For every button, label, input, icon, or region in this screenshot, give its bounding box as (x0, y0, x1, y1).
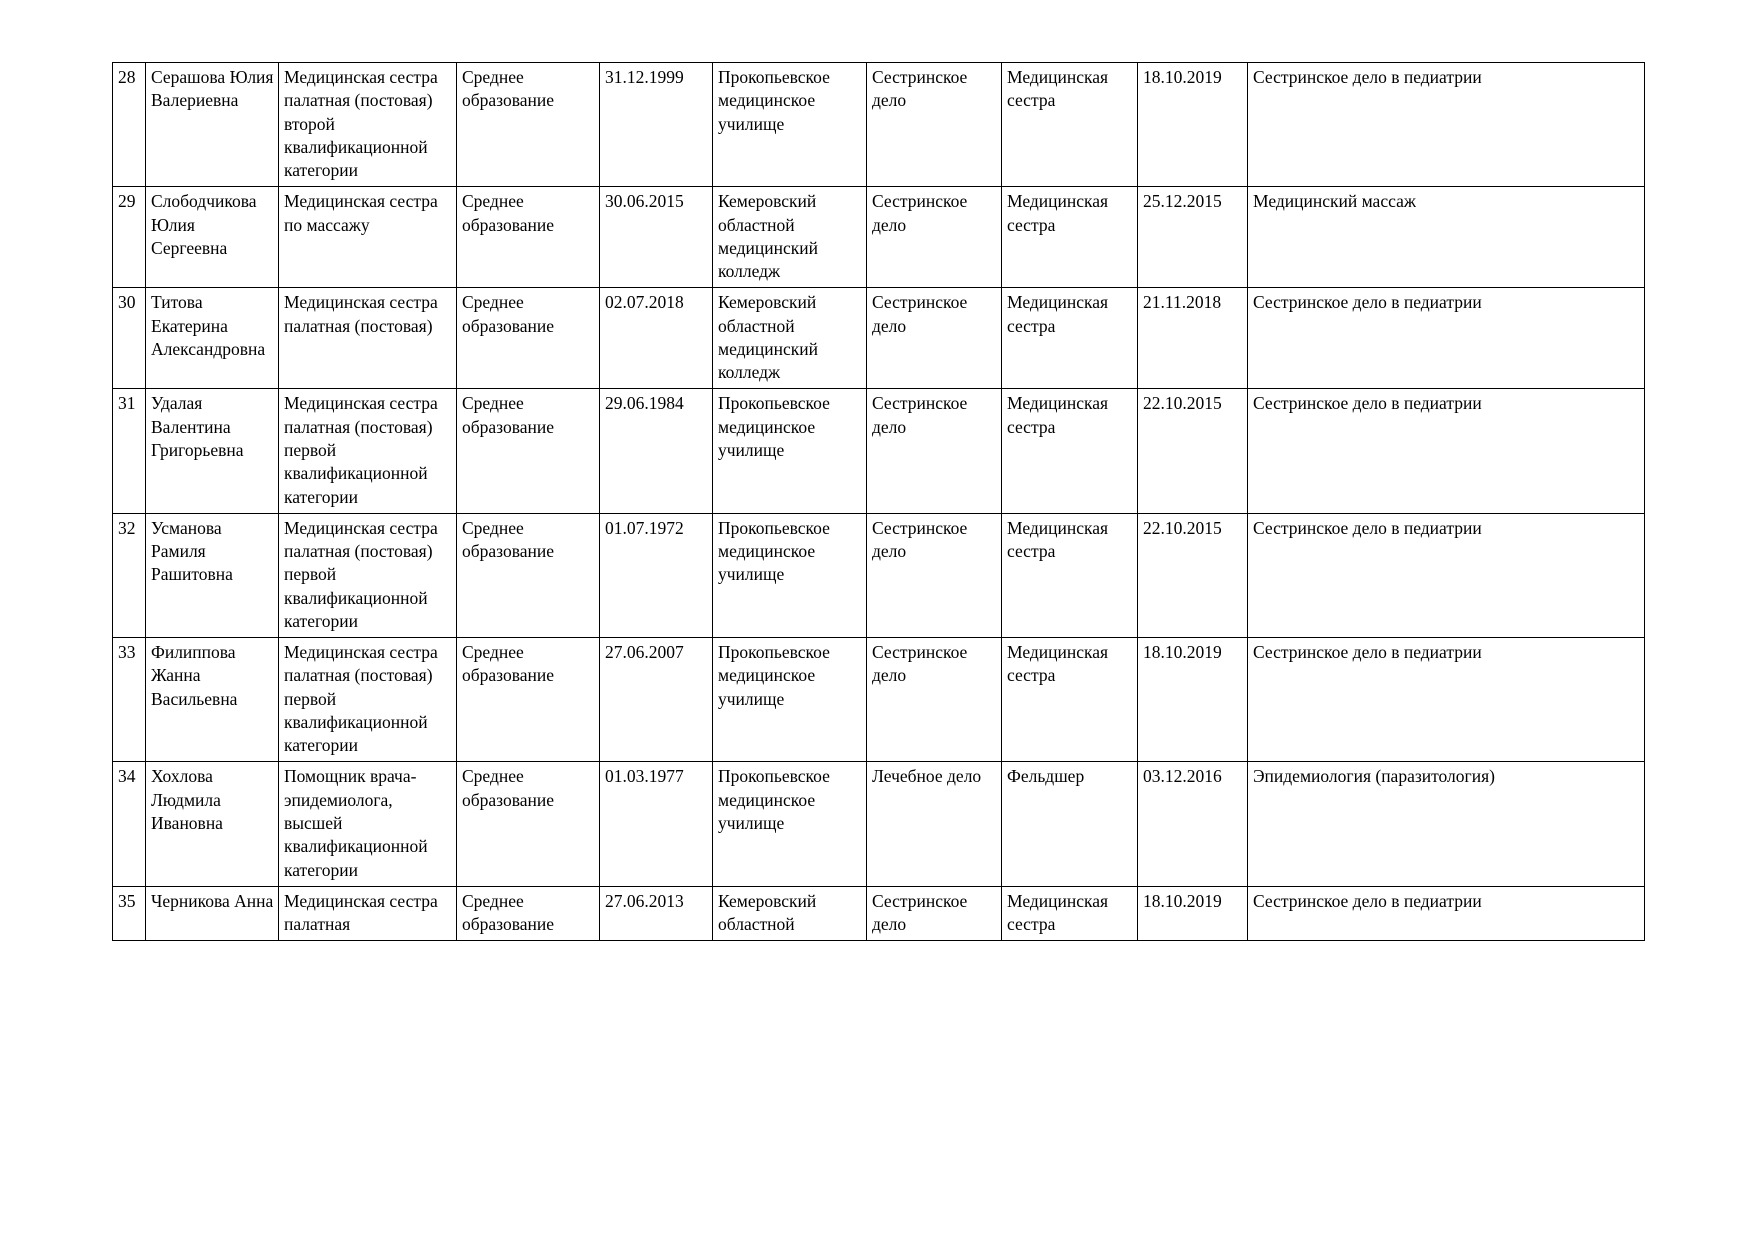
cell-value: Медицинская сестра по массажу (284, 191, 438, 235)
cell-education-date (600, 288, 713, 389)
cell-education-date (600, 513, 713, 637)
cell-value: 18.10.2019 (1143, 890, 1222, 911)
cell-number (113, 187, 146, 288)
cell-value: Сестринское дело (872, 642, 968, 686)
cell-value: 22.10.2015 (1143, 517, 1222, 538)
cell-qualification (1002, 389, 1138, 513)
table-row (113, 762, 1645, 886)
cell-value: Лечебное дело (872, 766, 982, 787)
cell-course-name (1248, 63, 1645, 187)
cell-certificate-date (1138, 638, 1248, 762)
cell-value: Прокопьевское медицинское училище (718, 766, 830, 833)
cell-position (279, 63, 457, 187)
cell-value: Прокопьевское медицинское училище (718, 517, 830, 585)
cell-institution (713, 389, 867, 513)
table-row (113, 513, 1645, 637)
table-row (113, 63, 1645, 187)
cell-specialty (867, 63, 1002, 187)
cell-value: Усманова Рамиля Рашитовна (151, 517, 233, 585)
cell-position (279, 886, 457, 941)
cell-value: Среднее образование (462, 191, 555, 235)
cell-value: 01.03.1977 (605, 766, 684, 787)
cell-value: 31.12.1999 (605, 67, 684, 87)
cell-value: 22.10.2015 (1143, 393, 1222, 414)
cell-course-name (1248, 638, 1645, 762)
cell-institution (713, 63, 867, 187)
cell-specialty (867, 513, 1002, 637)
cell-specialty (867, 638, 1002, 762)
cell-institution (713, 762, 867, 886)
cell-education-level (457, 63, 600, 187)
cell-institution (713, 288, 867, 389)
cell-value: 27.06.2013 (605, 890, 684, 911)
cell-full-name (146, 762, 279, 886)
cell-education-date (600, 638, 713, 762)
cell-value: Помощник врача-эпидемиолога, высшей квалификационной категории (284, 766, 428, 880)
cell-number (113, 638, 146, 762)
cell-value: 27.06.2007 (605, 642, 684, 663)
table-row (113, 638, 1645, 762)
cell-certificate-date (1138, 762, 1248, 886)
cell-value: Медицинская сестра (1007, 517, 1109, 562)
cell-position (279, 288, 457, 389)
cell-value: Медицинская сестра (1007, 292, 1109, 336)
cell-full-name (146, 63, 279, 187)
cell-number (113, 513, 146, 637)
cell-value: Сестринское дело (872, 393, 968, 437)
cell-institution (713, 187, 867, 288)
cell-specialty (867, 762, 1002, 886)
cell-certificate-date (1138, 886, 1248, 941)
cell-institution (713, 638, 867, 762)
cell-number (113, 886, 146, 941)
cell-full-name (146, 638, 279, 762)
cell-value: Среднее образование (462, 393, 555, 437)
cell-position (279, 638, 457, 762)
cell-value: 25.12.2015 (1143, 191, 1222, 212)
cell-education-level (457, 638, 600, 762)
cell-certificate-date (1138, 513, 1248, 637)
cell-qualification (1002, 638, 1138, 762)
cell-qualification (1002, 886, 1138, 941)
cell-education-level (457, 513, 600, 637)
cell-value: Сестринское дело (872, 67, 968, 111)
cell-position (279, 187, 457, 288)
cell-value: Среднее образование (462, 642, 555, 686)
cell-education-date (600, 389, 713, 513)
cell-value: Титова Екатерина Александровна (151, 292, 266, 359)
cell-full-name (146, 886, 279, 941)
cell-value: 02.07.2018 (605, 292, 684, 313)
cell-value: Медицинская сестра (1007, 191, 1109, 235)
cell-education-level (457, 886, 600, 941)
cell-qualification (1002, 187, 1138, 288)
cell-course-name (1248, 762, 1645, 886)
cell-number (113, 63, 146, 187)
cell-value: 03.12.2016 (1143, 766, 1222, 787)
cell-value: Медицинский массаж (1253, 191, 1416, 212)
staff-table-body (113, 63, 1645, 941)
cell-value: Медицинская сестра палатная (постовая) первой квалификационной категории (284, 517, 438, 631)
cell-institution (713, 513, 867, 637)
cell-qualification (1002, 288, 1138, 389)
cell-value: 30.06.2015 (605, 191, 684, 212)
cell-value: Среднее образование (462, 67, 555, 111)
cell-value: Сестринское дело (872, 191, 968, 235)
cell-education-level (457, 762, 600, 886)
cell-certificate-date (1138, 187, 1248, 288)
cell-value: Сестринское дело в педиатрии (1253, 67, 1482, 87)
cell-certificate-date (1138, 288, 1248, 389)
cell-value: Слободчикова Юлия Сергеевна (151, 191, 257, 258)
cell-position (279, 389, 457, 513)
cell-value: Сестринское дело в педиатрии (1253, 890, 1482, 911)
staff-table (112, 62, 1645, 941)
cell-number (113, 762, 146, 886)
cell-value: 31 (118, 393, 136, 414)
cell-specialty (867, 288, 1002, 389)
cell-value: 01.07.1972 (605, 517, 684, 538)
cell-value: 29 (118, 191, 136, 212)
cell-value: Прокопьевское медицинское училище (718, 642, 830, 709)
cell-institution (713, 886, 867, 941)
cell-value: Среднее образование (462, 890, 555, 935)
cell-position (279, 762, 457, 886)
cell-value: Медицинская сестра (1007, 393, 1109, 437)
cell-value: Сестринское дело (872, 292, 968, 336)
cell-value: 29.06.1984 (605, 393, 684, 414)
cell-education-level (457, 389, 600, 513)
cell-value: Сестринское дело в педиатрии (1253, 393, 1482, 414)
cell-value: Среднее образование (462, 517, 555, 562)
cell-education-level (457, 288, 600, 389)
cell-full-name (146, 187, 279, 288)
cell-value: 32 (118, 517, 136, 538)
table-row (113, 187, 1645, 288)
cell-course-name (1248, 513, 1645, 637)
cell-certificate-date (1138, 389, 1248, 513)
cell-qualification (1002, 63, 1138, 187)
cell-value: 21.11.2018 (1143, 292, 1222, 313)
cell-qualification (1002, 513, 1138, 637)
cell-education-date (600, 762, 713, 886)
cell-value: Прокопьевское медицинское училище (718, 67, 830, 134)
table-row (113, 389, 1645, 513)
cell-specialty (867, 886, 1002, 941)
cell-value: Среднее образование (462, 766, 555, 810)
cell-value: 30 (118, 292, 136, 313)
cell-qualification (1002, 762, 1138, 886)
cell-value: 35 (118, 890, 136, 911)
cell-value: Медицинская сестра (1007, 890, 1109, 935)
cell-value: Сестринское дело (872, 517, 968, 562)
cell-education-level (457, 187, 600, 288)
cell-education-date (600, 886, 713, 941)
cell-value: Эпидемиология (паразитология) (1253, 766, 1495, 787)
cell-full-name (146, 288, 279, 389)
cell-value: 34 (118, 766, 136, 787)
cell-position (279, 513, 457, 637)
cell-course-name (1248, 288, 1645, 389)
cell-full-name (146, 513, 279, 637)
cell-value: Сестринское дело в педиатрии (1253, 292, 1482, 313)
cell-value: Сестринское дело в педиатрии (1253, 517, 1482, 538)
cell-value: Медицинская сестра палатная (постовая) первой квалификационной категории (284, 393, 438, 507)
cell-value: Прокопьевское медицинское училище (718, 393, 830, 460)
cell-number (113, 389, 146, 513)
cell-number (113, 288, 146, 389)
cell-value: Кемеровский областной (718, 890, 817, 935)
cell-education-date (600, 187, 713, 288)
cell-value: Хохлова Людмила Ивановна (151, 766, 223, 833)
table-row (113, 288, 1645, 389)
cell-specialty (867, 187, 1002, 288)
cell-value: Серашова Юлия Валериевна (151, 67, 274, 111)
cell-value: Филиппова Жанна Васильевна (151, 642, 238, 709)
cell-value: 33 (118, 642, 136, 663)
cell-value: Сестринское дело (872, 890, 968, 935)
cell-value: Черникова Анна (151, 890, 274, 911)
cell-value: Медицинская сестра (1007, 67, 1109, 111)
cell-certificate-date (1138, 63, 1248, 187)
cell-education-date (600, 63, 713, 187)
cell-value: Кемеровский областной медицинский колледж (718, 191, 818, 282)
cell-value: Среднее образование (462, 292, 555, 336)
cell-value: 18.10.2019 (1143, 67, 1222, 87)
cell-value: Медицинская сестра палатная (постовая) первой квалификационной категории (284, 642, 438, 756)
cell-value: Сестринское дело в педиатрии (1253, 642, 1482, 663)
table-row (113, 886, 1645, 941)
cell-value: 28 (118, 67, 136, 87)
cell-value: Удалая Валентина Григорьевна (151, 393, 244, 460)
cell-value: 18.10.2019 (1143, 642, 1222, 663)
cell-value: Фельдшер (1007, 766, 1085, 787)
cell-course-name (1248, 187, 1645, 288)
cell-value: Медицинская сестра (1007, 642, 1109, 686)
cell-full-name (146, 389, 279, 513)
cell-course-name (1248, 886, 1645, 941)
cell-value: Медицинская сестра палатная (постовая) второй квалификационной категории (284, 67, 438, 181)
cell-value: Медицинская сестра палатная (постовая) (284, 292, 438, 336)
cell-value: Кемеровский областной медицинский колледж (718, 292, 818, 383)
cell-specialty (867, 389, 1002, 513)
cell-course-name (1248, 389, 1645, 513)
cell-value: Медицинская сестра палатная (284, 890, 438, 935)
